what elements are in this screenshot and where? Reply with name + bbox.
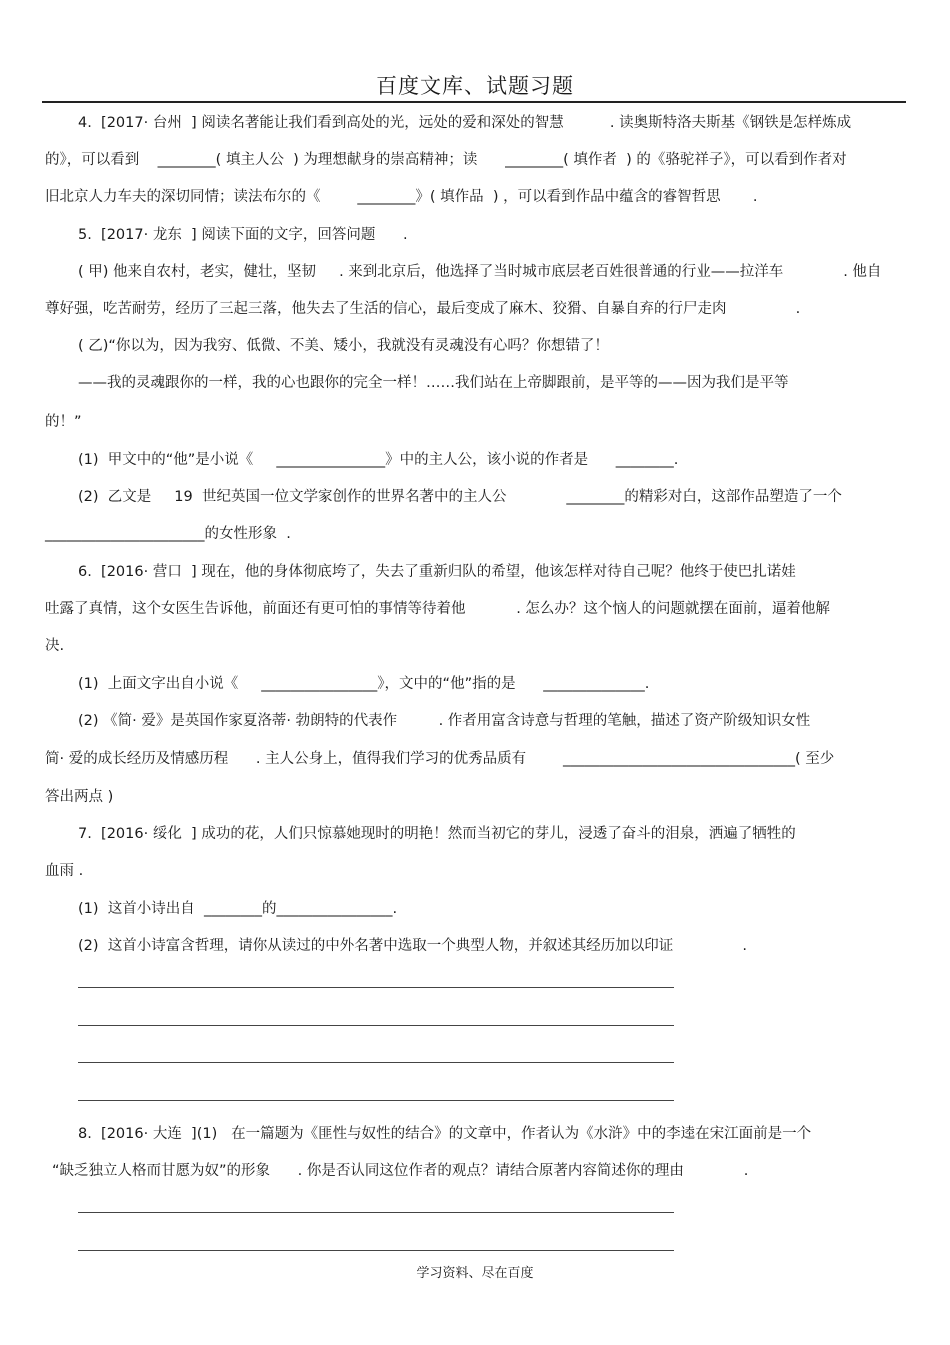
page-title: 百度文库、试题习题: [376, 74, 574, 98]
text-line: (1) 上面文字出自小说《 ________________》，文中的“他”指的是 ______________.: [78, 676, 650, 692]
text-line: 7. [2016· 绥化 ] 成功的花，人们只惊慕她现时的明艳！然而当初它的芽儿，浸透了奋斗的泪泉，洒遍了牺牲的: [78, 826, 796, 842]
text-line: 4. [2017· 台州 ] 阅读名著能让我们看到高处的光，远处的爱和深处的智慧 . 读奥斯特洛夫斯基《钢铁是怎样炼成: [78, 115, 852, 131]
text-line: “缺乏独立人格而甘愿为奴”的形象 . 你是否认同这位作者的观点？请结合原著内容简述你的理由 .: [52, 1163, 749, 1179]
text-line: 8. [2016· 大连 ](1) 在一篇题为《匪性与奴性的结合》的文章中，作者认为《水浒》中的李逵在宋江面前是一个: [78, 1126, 812, 1142]
text-line: 血雨 .: [45, 863, 84, 879]
answer-blank-line: [78, 987, 674, 988]
answer-blank-line: [78, 1250, 674, 1251]
answer-blank-line: [78, 1100, 674, 1101]
text-line: 答出两点 ): [45, 789, 114, 805]
answer-blank-line: [78, 1212, 674, 1213]
text-line: 吐露了真情，这个女医生告诉他，前面还有更可怕的事情等待着他 . 怎么办？这个恼人的问题就摆在面前，逼着他解: [45, 601, 830, 617]
text-line: 5. [2017· 龙东 ] 阅读下面的文字，回答问题 .: [78, 227, 408, 243]
answer-blank-line: [78, 1025, 674, 1026]
text-line: (2) 这首小诗富含哲理，请你从读过的中外名著中选取一个典型人物，并叙述其经历加以印证 .: [78, 938, 748, 954]
text-line: 的！”: [45, 414, 82, 430]
text-line: (2) 乙文是 19 世纪英国一位文学家创作的世界名著中的主人公 ________的精彩对白，这部作品塑造了一个: [78, 489, 842, 505]
text-line: (1) 这首小诗出自 ________的________________.: [78, 901, 398, 917]
text-line: (1) 甲文中的“他”是小说《 _______________》中的主人公，该小说的作者是 ________.: [78, 452, 679, 468]
text-line: 6. [2016· 营口 ] 现在，他的身体彻底垮了，失去了重新归队的希望，他该怎样对待自己呢？他终于使巴扎诺娃: [78, 564, 796, 580]
text-line: ——我的灵魂跟你的一样，我的心也跟你的完全一样！……我们站在上帝脚跟前，是平等的——因为我们是平等: [78, 375, 789, 391]
text-line: 简· 爱的成长经历及情感历程 . 主人公身上，值得我们学习的优秀品质有 ________________________________( 至少: [45, 751, 835, 767]
text-line: 的》，可以看到 ________( 填主人公 ) 为理想献身的崇高精神；读 ________( 填作者 ) 的《骆驼祥子》，可以看到作者对: [45, 152, 847, 168]
text-line: ( 乙)“你以为，因为我穷、低微、不美、矮小，我就没有灵魂没有心吗？你想错了！: [78, 338, 609, 354]
text-line: (2) 《简· 爱》是英国作家夏洛蒂· 勃朗特的代表作 . 作者用富含诗意与哲理的笔触，描述了资产阶级知识女性: [78, 713, 811, 729]
page-footer: 学习资料、尽在百度: [416, 1266, 534, 1281]
text-line: 旧北京人力车夫的深切同情；读法布尔的《 ________》( 填作品 ) ，可以看到作品中蕴含的睿智哲思 .: [45, 189, 758, 205]
answer-blank-line: [78, 1062, 674, 1063]
text-line: ( 甲) 他来自农村，老实，健壮，坚韧 . 来到北京后，他选择了当时城市底层老百姓很普通的行业——拉洋车 . 他自: [78, 264, 882, 280]
text-line: ______________________的女性形象 .: [45, 526, 291, 542]
text-line: 尊好强，吃苦耐劳，经历了三起三落，他失去了生活的信心，最后变成了麻木、狡猾、自暴自弃的行尸走肉 .: [45, 301, 801, 317]
text-line: 决.: [45, 638, 65, 654]
header-divider: [42, 101, 906, 103]
